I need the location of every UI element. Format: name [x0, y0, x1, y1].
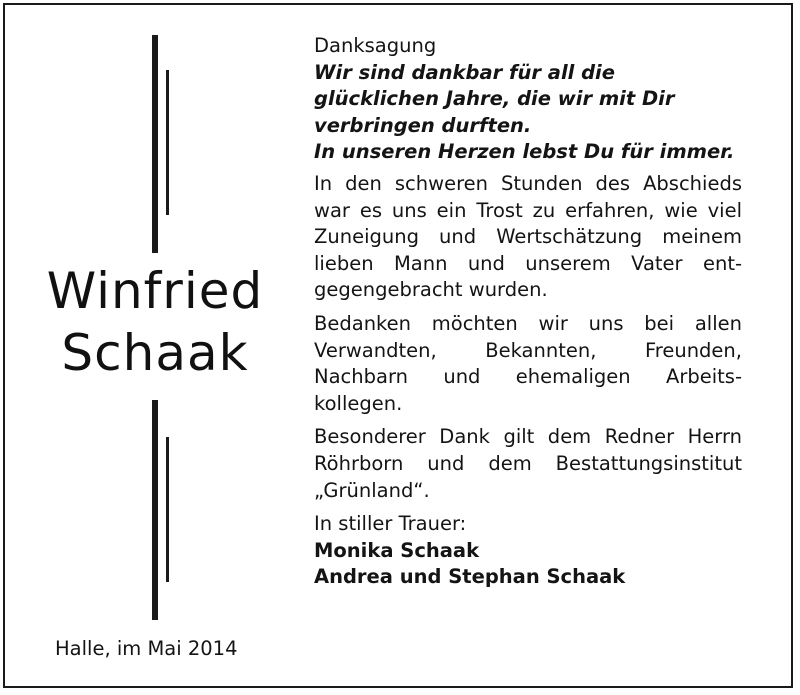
- place-and-date: Halle, im Mai 2014: [55, 637, 238, 660]
- notice-text-column: [314, 33, 742, 591]
- deceased-first-name: Winfried: [46, 262, 264, 320]
- paragraph-special-thanks: Besonderer Dank gilt dem Redner Herrn Röhrborn und dem Bestattungsinstitut „Grünland“.: [314, 425, 742, 502]
- quote-line: glücklichen Jahre, die wir mit Dir: [314, 87, 675, 111]
- heading: Danksagung: [314, 34, 437, 57]
- mourner-name: Monika Schaak: [314, 538, 480, 562]
- paragraph-thanks: Bedanken möchten wir uns bei allen Verwandten, Bekannten, Freunden, Nachbarn und ehemaligen Arbeits-kollegen.: [314, 311, 742, 415]
- quote-line: verbringen durften.: [314, 113, 532, 137]
- paragraph-farewell: In den schweren Stunden des Abschieds war es uns ein Trost zu erfahren, wie viel Zuneigung und Wertschätzung meinem lieben Mann und unserem Vater ent-gegengebracht wurden.: [314, 171, 742, 302]
- mourner-name: Andrea und Stephan Schaak: [314, 565, 626, 589]
- quote-line: Wir sind dankbar für all die: [314, 60, 615, 84]
- top-thin-bar: [166, 70, 169, 215]
- signoff-label: In stiller Trauer:: [314, 512, 467, 536]
- top-thick-bar: [152, 35, 158, 253]
- quote-line: In unseren Herzen lebst Du für immer.: [314, 140, 735, 164]
- bottom-thick-bar: [152, 400, 158, 620]
- deceased-last-name: Schaak: [61, 324, 249, 382]
- bottom-thin-bar: [166, 437, 169, 582]
